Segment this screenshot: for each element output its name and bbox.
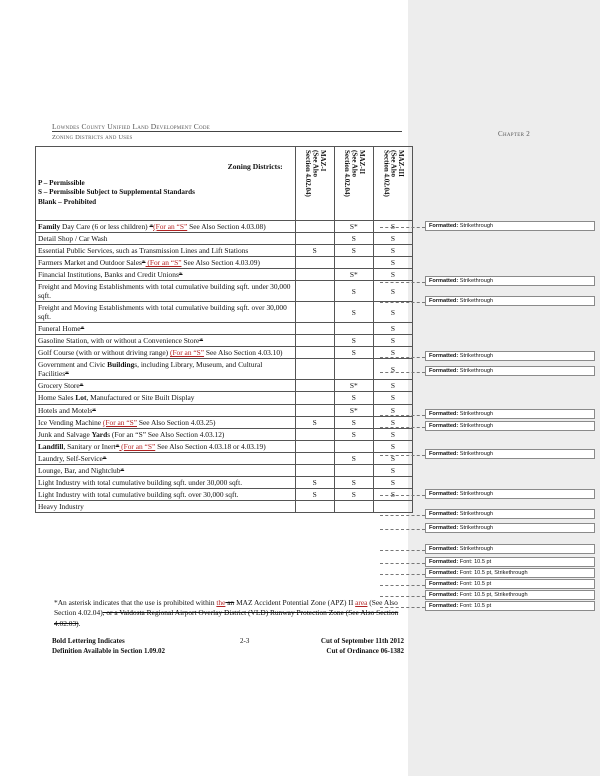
permission-cell: S — [334, 335, 373, 347]
table-row — [36, 347, 413, 359]
comment-pane — [408, 0, 600, 776]
document-header-title: Lowndes County Unified Land Development Code — [52, 122, 210, 131]
table-row — [36, 257, 413, 269]
comment-bubble[interactable]: Formatted: Font: 10.5 pt — [425, 601, 595, 611]
comment-connector — [380, 415, 425, 416]
use-cell: Essential Public Services, such as Transmission Lines and Lift Stations — [36, 245, 296, 257]
use-cell: Junk and Salvage Yards (For an “S” See Also Section 4.03.12) — [36, 428, 296, 440]
use-cell: Farmers Market and Outdoor Sales* (For an “S” See Also Section 4.03.09) — [36, 257, 296, 269]
permission-cell: S — [373, 464, 412, 476]
table-row — [36, 302, 413, 323]
permission-cell — [295, 302, 334, 323]
permission-cell — [295, 335, 334, 347]
permission-cell: S — [373, 281, 412, 302]
table-row — [36, 380, 413, 392]
permission-cell — [295, 281, 334, 302]
permission-cell — [334, 500, 373, 512]
comment-connector — [380, 302, 425, 303]
permission-cell — [295, 269, 334, 281]
legend-item: S – Permissible Subject to Supplemental Standards — [38, 188, 195, 197]
comment-bubble[interactable]: Formatted: Font: 10.5 pt, Strikethrough — [425, 568, 595, 578]
use-cell: Heavy Industry — [36, 500, 296, 512]
comment-connector — [380, 427, 425, 428]
permission-cell: S — [373, 476, 412, 488]
comment-connector — [380, 515, 425, 516]
use-cell: Laundry, Self-Service* — [36, 452, 296, 464]
permission-cell: S — [334, 452, 373, 464]
permission-cell — [334, 440, 373, 452]
use-cell: Freight and Moving Establishments with total cumulative building sqft. over 30,000 sqft. — [36, 302, 296, 323]
use-cell: Detail Shop / Car Wash — [36, 233, 296, 245]
use-cell: Freight and Moving Establishments with total cumulative building sqft. under 30,000 sqft. — [36, 281, 296, 302]
use-cell: Light Industry with total cumulative building sqft. over 30,000 sqft. — [36, 488, 296, 500]
use-cell: Light Industry with total cumulative building sqft. under 30,000 sqft. — [36, 476, 296, 488]
permission-cell: S — [334, 476, 373, 488]
table-row — [36, 452, 413, 464]
permission-cell — [295, 221, 334, 233]
permission-cell — [295, 359, 334, 380]
permission-cell: S — [373, 335, 412, 347]
use-cell: Lounge, Bar, and Nightclub* — [36, 464, 296, 476]
table-row — [36, 335, 413, 347]
permission-cell: S — [373, 221, 412, 233]
permission-cell — [295, 452, 334, 464]
comment-bubble[interactable]: Formatted: Font: 10.5 pt — [425, 557, 595, 567]
comment-connector — [380, 529, 425, 530]
legend-item: Blank – Prohibited — [38, 197, 97, 206]
comment-bubble[interactable]: Formatted: Strikethrough — [425, 449, 595, 459]
footnote: *An asterisk indicates that the use is prohibited within the an MAZ Accident Potential Zone (APZ) II area (See Also Section 4.02.04), or a Valdosta Regional Airport Overlay District (VLD) Runway Protection Zone (See Also Section 4.02.03). — [54, 598, 399, 628]
use-cell: Home Sales Lot, Manufactured or Site Built Display — [36, 392, 296, 404]
use-cell: Government and Civic Buildings, including Library, Museum, and Cultural Facilities* — [36, 359, 296, 380]
table-header-cell — [36, 147, 296, 221]
column-header-maz-iii: MAZ-III (See Also Section 4.02.04) — [373, 147, 412, 221]
permission-cell: S — [295, 245, 334, 257]
comment-connector — [380, 596, 425, 597]
permission-cell: S — [373, 428, 412, 440]
comment-connector — [380, 585, 425, 586]
comment-bubble[interactable]: Formatted: Strikethrough — [425, 544, 595, 554]
use-cell: Grocery Store* — [36, 380, 296, 392]
permission-cell: S — [373, 488, 412, 500]
zoning-districts-label: Zoning Districts: — [227, 161, 283, 171]
permission-cell: S — [334, 392, 373, 404]
permission-cell: S — [295, 476, 334, 488]
comment-connector — [380, 563, 425, 564]
chapter-label: Chapter 2 — [498, 130, 531, 138]
table-row — [36, 221, 413, 233]
column-header-maz-ii: MAZ-II (See Also Section 4.02.04) — [334, 147, 373, 221]
table-row — [36, 323, 413, 335]
permission-cell: S — [373, 347, 412, 359]
permission-cell: S — [373, 404, 412, 416]
permission-cell — [334, 464, 373, 476]
use-cell: Gasoline Station, with or without a Convenience Store* — [36, 335, 296, 347]
comment-bubble[interactable]: Formatted: Strikethrough — [425, 366, 595, 376]
permission-cell: S — [295, 488, 334, 500]
permission-cell: S — [373, 416, 412, 428]
permission-cell: S — [373, 440, 412, 452]
comment-connector — [380, 607, 425, 608]
table-row — [36, 233, 413, 245]
comment-bubble[interactable]: Formatted: Strikethrough — [425, 296, 595, 306]
use-cell: Golf Course (with or without driving range) (For an “S” See Also Section 4.03.10) — [36, 347, 296, 359]
permission-cell — [295, 440, 334, 452]
footer-right: Cut of September 11th 2012 Cut of Ordinance 06-1382 — [320, 637, 404, 655]
permission-cell: S — [373, 380, 412, 392]
table-row — [36, 500, 413, 512]
permission-cell: S — [373, 245, 412, 257]
comment-bubble[interactable]: Formatted: Font: 10.5 pt — [425, 579, 595, 589]
permission-cell: S — [334, 428, 373, 440]
column-header-maz-i: MAZ-I (See Also Section 4.02.04) — [295, 147, 334, 221]
table-row — [36, 416, 413, 428]
use-cell: Financial Institutions, Banks and Credit Unions* — [36, 269, 296, 281]
permission-cell — [295, 347, 334, 359]
comment-connector — [380, 455, 425, 456]
comment-connector — [380, 357, 425, 358]
comment-bubble[interactable]: Formatted: Strikethrough — [425, 489, 595, 499]
permission-cell: S — [373, 269, 412, 281]
table-row — [36, 488, 413, 500]
legend-item: P – Permissible — [38, 179, 85, 188]
permission-cell: S — [334, 245, 373, 257]
zoning-table — [35, 146, 413, 513]
comment-connector — [380, 550, 425, 551]
permission-cell: S — [373, 392, 412, 404]
comment-bubble[interactable]: Formatted: Strikethrough — [425, 276, 595, 286]
permission-cell — [334, 257, 373, 269]
table-row — [36, 269, 413, 281]
table-row — [36, 245, 413, 257]
comment-connector — [380, 282, 425, 283]
use-cell: Landfill, Sanitary or Inert* (For an “S” See Also Section 4.03.18 or 4.03.19) — [36, 440, 296, 452]
comment-bubble[interactable]: Formatted: Strikethrough — [425, 523, 595, 533]
document-header-subtitle: Zoning Districts and Uses — [52, 134, 133, 141]
table-row — [36, 440, 413, 452]
table-row — [36, 476, 413, 488]
table-row — [36, 392, 413, 404]
permission-cell: S — [334, 281, 373, 302]
permission-cell: S — [373, 323, 412, 335]
comment-bubble[interactable]: Formatted: Font: 10.5 pt, Strikethrough — [425, 590, 595, 600]
permission-cell: S — [373, 359, 412, 380]
table-row — [36, 404, 413, 416]
comment-bubble[interactable]: Formatted: Strikethrough — [425, 409, 595, 419]
permission-cell — [295, 392, 334, 404]
footer-left: Bold Lettering Indicates Definition Available in Section 1.09.02 — [52, 637, 166, 655]
permission-cell — [334, 323, 373, 335]
header-rule — [52, 131, 402, 132]
table-row — [36, 464, 413, 476]
comment-connector — [380, 495, 425, 496]
permission-cell — [295, 464, 334, 476]
table-row — [36, 281, 413, 302]
permission-cell: S — [373, 257, 412, 269]
permission-cell: S — [334, 302, 373, 323]
permission-cell: S — [334, 233, 373, 245]
permission-cell: S — [373, 452, 412, 464]
permission-cell — [334, 359, 373, 380]
comment-connector — [380, 574, 425, 575]
table-row — [36, 359, 413, 380]
permission-cell: S* — [334, 269, 373, 281]
permission-cell: S — [373, 302, 412, 323]
permission-cell: S — [373, 233, 412, 245]
permission-cell — [295, 323, 334, 335]
permission-cell — [295, 257, 334, 269]
use-cell: Funeral Home* — [36, 323, 296, 335]
page-number: 2-3 — [240, 637, 250, 645]
permission-cell: S — [295, 416, 334, 428]
use-cell: Family Day Care (6 or less children) *(For an “S” See Also Section 4.03.08) — [36, 221, 296, 233]
permission-cell: S* — [334, 404, 373, 416]
permission-cell — [295, 380, 334, 392]
comment-bubble[interactable]: Formatted: Strikethrough — [425, 421, 595, 431]
table-row — [36, 428, 413, 440]
permission-cell — [295, 500, 334, 512]
comment-bubble[interactable]: Formatted: Strikethrough — [425, 221, 595, 231]
use-cell: Ice Vending Machine (For an “S” See Also Section 4.03.25) — [36, 416, 296, 428]
permission-cell — [373, 500, 412, 512]
permission-cell: S* — [334, 221, 373, 233]
table-header-row — [36, 147, 413, 221]
legend — [38, 179, 293, 207]
comment-bubble[interactable]: Formatted: Strikethrough — [425, 509, 595, 519]
permission-cell: S — [334, 488, 373, 500]
use-cell: Hotels and Motels* — [36, 404, 296, 416]
permission-cell — [295, 428, 334, 440]
comment-connector — [380, 372, 425, 373]
comment-bubble[interactable]: Formatted: Strikethrough — [425, 351, 595, 361]
permission-cell — [295, 233, 334, 245]
permission-cell: S* — [334, 380, 373, 392]
permission-cell: S — [334, 347, 373, 359]
permission-cell: S — [334, 416, 373, 428]
permission-cell — [295, 404, 334, 416]
comment-connector — [380, 227, 425, 228]
